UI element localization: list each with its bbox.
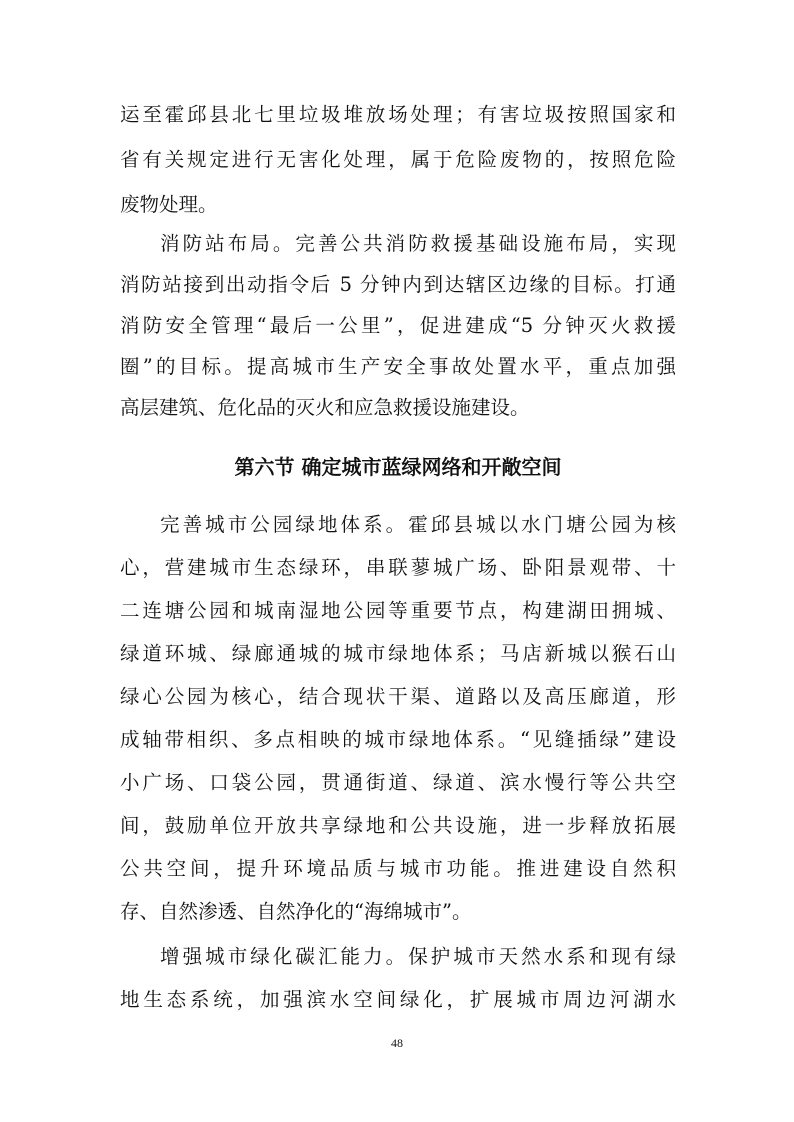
paragraph-2-line-4: 圈”的目标。提高城市生产安全事故处置水平，重点加强 [120, 355, 676, 378]
page-number: 48 [391, 1036, 403, 1050]
paragraph-4-line-1: 增强城市绿化碳汇能力。保护城市天然水系和现有绿 [160, 945, 676, 968]
paragraph-2-line-2: 消防站接到出动指令后 5 分钟内到达辖区边缘的目标。打通 [120, 273, 676, 296]
paragraph-3-line-8: 间，鼓励单位开放共享绿地和公共设施，进一步释放拓展 [120, 814, 676, 837]
paragraph-1-line-3: 废物处理。 [120, 193, 218, 216]
paragraph-3-line-7: 小广场、口袋公园，贯通街道、绿道、滨水慢行等公共空 [120, 771, 676, 794]
paragraph-3-line-1: 完善城市公园绿地体系。霍邱县城以水门塘公园为核 [160, 513, 676, 536]
paragraph-3-line-10: 存、自然渗透、自然净化的“海绵城市”。 [120, 900, 472, 923]
paragraph-2-line-1: 消防站布局。完善公共消防救援基础设施布局，实现 [160, 232, 676, 255]
paragraph-3-line-5: 绿心公园为核心，结合现状干渠、道路以及高压廊道，形 [120, 685, 676, 708]
paragraph-3-line-9: 公共空间，提升环境品质与城市功能。推进建设自然积 [120, 857, 676, 880]
paragraph-3-line-6: 成轴带相织、多点相映的城市绿地体系。“见缝插绿”建设 [120, 728, 676, 751]
paragraph-2-line-3: 消防安全管理“最后一公里”，促进建成“5 分钟灭火救援 [120, 314, 676, 337]
paragraph-3-line-4: 绿道环城、绿廊通城的城市绿地体系；马店新城以猴石山 [120, 642, 676, 665]
paragraph-1-line-1: 运至霍邱县北七里垃圾堆放场处理；有害垃圾按照国家和 [120, 103, 676, 126]
section-heading: 第六节 确定城市蓝绿网络和开敞空间 [234, 455, 562, 479]
paragraph-4-line-2: 地生态系统，加强滨水空间绿化，扩展城市周边河湖水 [120, 988, 676, 1011]
paragraph-2-line-5: 高层建筑、危化品的灭火和应急救援设施建设。 [120, 396, 530, 419]
paragraph-1-line-2: 省有关规定进行无害化处理，属于危险废物的，按照危险 [120, 148, 676, 171]
paragraph-3-line-2: 心，营建城市生态绿环，串联蓼城广场、卧阳景观带、十 [120, 556, 676, 579]
paragraph-3-line-3: 二连塘公园和城南湿地公园等重要节点，构建湖田拥城、 [120, 599, 676, 622]
